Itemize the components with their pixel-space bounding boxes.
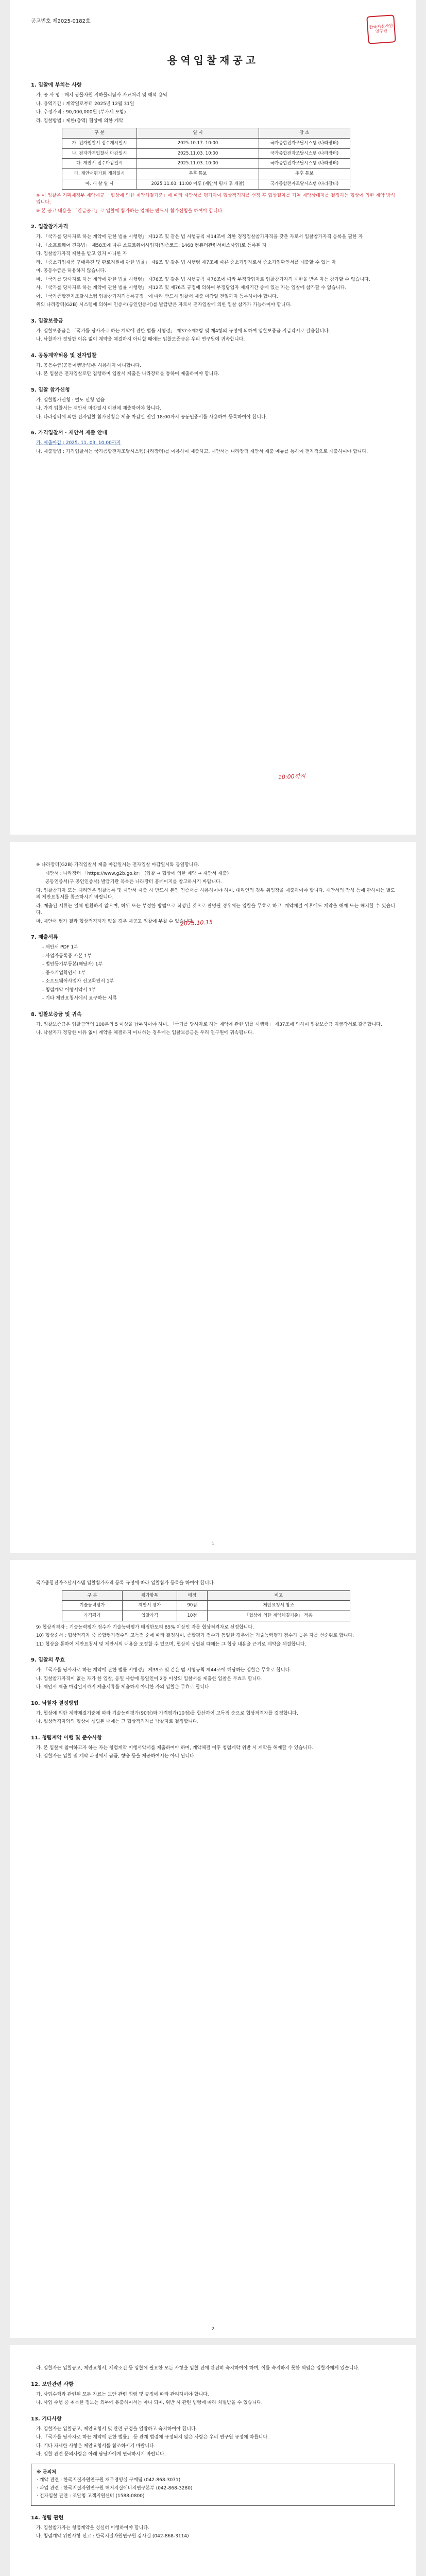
table-header: 평가항목	[123, 1590, 177, 1601]
list-item: 라. 입찰방법 : 제한(총액) 협상에 의한 계약	[36, 118, 124, 124]
contact-line: · 계약 관련 : 한국지질자원연구원 재무경영실 구매팀 (042-868-3071)	[37, 2478, 181, 2483]
paragraph: 라. 제출된 서류는 일체 반환하지 않으며, 허위 또는 부정한 방법으로 작성된 것으로 판명될 경우에는 입찰을 무효로 하고, 계약체결 이후에도 계약을 해제 또는 해지할 수 있습니다.	[36, 903, 395, 916]
table-cell: 2025.11.03. 10:00	[137, 148, 259, 159]
section-heading: 2. 입찰참가자격	[31, 224, 69, 230]
list-item: - 법인등기부등본(해당자) 1부	[42, 962, 103, 967]
list-item: 가. 사업수행과 관련된 모든 자료는 보안 관련 법령 및 규정에 따라 관리하여야 합니다.	[36, 2392, 209, 2397]
publication-number	[31, 18, 91, 43]
table-cell: 국가종합전자조달시스템 (나라장터)	[259, 159, 350, 169]
handwritten-annotation: 2025.10.15	[180, 919, 213, 927]
list-item: 10) 협상순서 : 협상적격자 중 종합평가점수의 고득점 순에 따라 결정하며, 종합평가 점수가 동일한 경우에는 기술능력평가 점수가 높은 자를 선순위로 합니다.	[36, 1633, 354, 1639]
table-cell: 추후 통보	[259, 169, 350, 179]
list-item: 나. 청렴계약 위반사항 신고 : 한국지질자원연구원 감사실 (042-868-3114)	[36, 2534, 189, 2539]
section-heading: 13. 기타사항	[31, 2416, 62, 2422]
list-item: 가. 본 입찰에 참여하고자 하는 자는 청렴계약 이행서약서를 제출하여야 하며, 계약체결 이후 청렴계약 위반 시 계약을 해제할 수 있습니다.	[36, 1745, 314, 1751]
table-header: 구 분	[62, 128, 137, 139]
table-row	[62, 169, 350, 179]
list-item: 가. 입찰참가자는 청렴계약을 성실히 이행하여야 합니다.	[36, 2525, 149, 2531]
seal-text: 한국지질자원연구원	[369, 23, 394, 34]
list-item: 라. 입찰 관련 문의사항은 아래 담당자에게 연락하시기 바랍니다.	[36, 2452, 166, 2457]
list-item: - 중소기업확인서 1부	[42, 970, 86, 976]
table-cell: 가격평가	[62, 1611, 123, 1621]
official-seal-stamp	[366, 14, 396, 44]
table-cell: 라. 제안서평가회 개최일시	[62, 169, 137, 179]
list-item: 바. 「국가를 당사자로 하는 계약에 관한 법률 시행령」 제76조 및 같은 법 시행규칙 제76조에 따라 부정당업자로 입찰참가자격 제한을 받은 자는 참가할 수 없습니다.	[36, 277, 370, 282]
list-item: - 사업자등록증 사본 1부	[42, 953, 92, 959]
list-item: 다. 나라장터에 의한 전자입찰 참가신청은 제출 마감일 전일 18:00까지 공동인증서를 사용하여 등록하여야 합니다.	[36, 414, 267, 420]
list-item: 나. 낙찰자가 정당한 이유 없이 계약을 체결하지 아니할 때에는 입찰보증금은 우리 연구원에 귀속합니다.	[36, 337, 245, 342]
section-heading: 1. 입찰에 부치는 사항	[31, 82, 82, 88]
page-number: 2	[211, 2326, 215, 2332]
list-item: 11) 협상을 통하여 제안요청서 및 제안서의 내용을 조정할 수 있으며, 협상이 성립된 때에는 그 협상 내용을 근거로 계약을 체결합니다.	[36, 1641, 306, 1647]
table-cell: 마. 개 찰 일 시	[62, 179, 137, 189]
list-item: 나. 「국가를 당사자로 하는 계약에 관한 법률」 등 관계 법령에 규정되지 않은 사항은 우리 연구원 규정에 따릅니다.	[36, 2435, 269, 2440]
list-item: 나. 용역기간 : 계약일로부터 2025년 12월 31일	[36, 101, 134, 107]
table-cell: 국가종합전자조달시스템 (나라장터)	[259, 179, 350, 189]
publication-header	[31, 15, 395, 43]
table-header: 장 소	[259, 128, 350, 139]
table-cell: 2025.11.03. 10:00	[137, 159, 259, 169]
table-cell: 가. 전자입찰서 접수개시일시	[62, 138, 137, 148]
paragraph: 다. 입찰참가자 또는 대리인은 입찰등록 및 제안서 제출 시 반드시 본인 인증서를 사용하여야 하며, 대리인의 경우 위임장을 제출하여야 합니다. 제안서의 작성 등에 관하여는 별도의 제안요청서를 참조하시기 바랍니다.	[36, 888, 395, 900]
publication-label: 공고번호	[31, 19, 51, 24]
list-item: - 기타 제안요청서에서 요구하는 서류	[42, 996, 117, 1001]
evaluation-table	[62, 1590, 350, 1621]
table-header: 배점	[177, 1590, 207, 1601]
table-header: 구 분	[62, 1590, 123, 1601]
list-item: 가. 입찰참가신청 : 별도 신청 없음	[36, 397, 105, 403]
list-item: 가. 공동수급(공동이행방식)은 허용하지 아니합니다.	[36, 363, 141, 368]
document-page-4	[10, 2345, 416, 2576]
table-cell: 2025.11.03. 11:00 이후 (제안서 평가 후 개찰)	[137, 179, 259, 189]
list-item: 나. 「소프트웨어 진흥법」 제58조에 따른 소프트웨어사업자(업종코드: 1468 컴퓨터관련서비스사업)로 등록된 자	[36, 243, 267, 248]
table-cell: 나. 전자가격입찰서 마감일시	[62, 148, 137, 159]
list-item: 가. 입찰보증금은 입찰금액의 100분의 5 이상을 납부하여야 하며, 「국가를 당사자로 하는 계약에 관한 법률 시행령」 제37조에 의하여 입찰보증금 지급각서로 갈음합니다.	[36, 1022, 382, 1027]
list-item: 나. 제출방법 : 가격입찰서는 국가종합전자조달시스템(나라장터)를 이용하여 제출하고, 제안서는 나라장터 제안서 제출 메뉴를 통하여 전자적으로 제출하여야 합니다.	[36, 449, 368, 454]
section-heading: 11. 청렴계약 이행 및 준수사항	[31, 1735, 102, 1741]
list-item: 9) 협상적격자 : 기술능력평가 점수가 기술능력평가 배점한도의 85% 이상인 자를 협상적격자로 선정합니다.	[36, 1624, 254, 1630]
contact-box-title: ※ 문의처	[37, 2469, 56, 2475]
table-cell: 국가종합전자조달시스템 (나라장터)	[259, 148, 350, 159]
list-item: 아. 「국가종합전자조달시스템 입찰참가자격등록규정」에 따라 반드시 입찰서 제출 마감일 전일까지 등록하여야 합니다.	[36, 294, 278, 299]
section-heading: 9. 입찰의 무효	[31, 1657, 65, 1664]
table-header: 비고	[207, 1590, 350, 1601]
document-title: 용역입찰재공고	[167, 54, 259, 66]
list-item: 라. 「중소기업제품 구매촉진 및 판로지원에 관한 법률」 제9조 및 같은 법 시행령 제7조에 따른 중소기업자로서 중소기업확인서를 제출할 수 있는 자	[36, 260, 336, 265]
table-cell: 10점	[177, 1611, 207, 1621]
list-item: · 제안서 : 나라장터 「https://www.g2b.go.kr」 (입찰 → 협상에 의한 계약 → 제안서 제출)	[42, 871, 229, 876]
table-row	[62, 159, 350, 169]
table-cell: 추후 통보	[137, 169, 259, 179]
paragraph: 국가종합전자조달시스템 입찰참가자격 등록 규정에 따라 입찰참가 등록을 하여야 합니다.	[36, 1581, 215, 1586]
list-item: 나. 사업 수행 중 취득한 정보는 외부에 유출하여서는 아니 되며, 위반 시 관련 법령에 따라 처벌받을 수 있습니다.	[36, 2400, 263, 2405]
list-item: 나. 입찰자는 입찰 및 계약 과정에서 금품, 향응 등을 제공하여서는 아니 됩니다.	[36, 1754, 196, 1759]
table-cell: 다. 제안서 접수마감일시	[62, 159, 137, 169]
list-item: 가. 「국가를 당사자로 하는 계약에 관한 법률 시행령」 제12조 및 같은 법 시행규칙 제14조에 의한 경쟁입찰참가자격을 갖춘 자로서 입찰참가자격 등록을 필한 자	[36, 234, 363, 240]
document-page-2	[10, 842, 416, 1553]
list-item: 다. 추정가격 : 90,000,000원 (부가세 포함)	[36, 110, 126, 115]
section-heading: 10. 낙찰자 결정방법	[31, 1700, 79, 1706]
table-row	[62, 179, 350, 189]
section-heading: 5. 입찰 참가신청	[31, 387, 70, 393]
list-item: 가. 「국가를 당사자로 하는 계약에 관한 법률 시행령」 제39조 및 같은 법 시행규칙 제44조에 해당하는 입찰은 무효로 합니다.	[36, 1668, 292, 1673]
table-row	[62, 138, 350, 148]
page-number: 1	[211, 1541, 215, 1547]
table-row	[62, 148, 350, 159]
list-item: 나. 가격 입찰서는 제안서 마감일시 이전에 제출하여야 합니다.	[36, 406, 162, 411]
table-cell: 제안요청서 참조	[207, 1601, 350, 1611]
table-header: 일 시	[137, 128, 259, 139]
list-item: 다. 입찰참가자격 제한을 받고 있지 아니한 자	[36, 251, 127, 257]
section-heading: 14. 청렴 관련	[31, 2515, 64, 2521]
list-item: - 청렴계약 이행서약서 1부	[42, 987, 96, 993]
list-item: - 제안서 PDF 1부	[42, 945, 78, 950]
contact-info-box	[31, 2464, 395, 2506]
notice-text: ※ 이 입찰은 기획재정부 계약예규 「협상에 의한 계약체결기준」에 따라 제안서를 평가하여 협상적격자를 선정 후 협상절차를 거쳐 계약상대자를 결정하는 협상에 의한 계약 방식입니다.	[36, 193, 396, 205]
table-cell: 국가종합전자조달시스템 (나라장터)	[259, 138, 350, 148]
table-cell: 기술능력평가	[62, 1601, 123, 1611]
table-cell: 2025.10.17. 10:00	[137, 138, 259, 148]
document-page-3	[10, 1560, 416, 2338]
list-item: 나. 입찰참가자격이 없는 자가 한 입찰, 동일 사항에 동일인이 2통 이상의 입찰서를 제출한 입찰은 무효로 합니다.	[36, 1676, 263, 1682]
list-item: 나. 낙찰자가 정당한 이유 없이 계약을 체결하지 아니하는 경우에는 입찰보증금은 우리 연구원에 귀속됩니다.	[36, 1030, 254, 1036]
table-cell: 입찰가격	[123, 1611, 177, 1621]
list-item: 다. 제안서 제출 마감일시까지 제출서류를 제출하지 아니한 자의 입찰은 무효로 합니다.	[36, 1685, 211, 1690]
section-heading: 3. 입찰보증금	[31, 318, 63, 324]
list-item: 가. 제출마감 : 2025. 11. 03. 10:00까지	[36, 440, 121, 446]
list-item: · 공동인증서(구 공인인증서) 발급기관 목록은 나라장터 홈페이지를 참고하시기 바랍니다.	[42, 879, 222, 885]
list-item: 가. 입찰보증금은 「국가를 당사자로 하는 계약에 관한 법률 시행령」 제37조제2항 및 제4항의 규정에 의하여 입찰보증금 지급각서로 갈음합니다.	[36, 328, 330, 334]
list-item: 나. 본 입찰은 전자입찰로만 집행하며 입찰서 제출은 나라장터를 통하여 제출하여야 합니다.	[36, 371, 220, 377]
paragraph: 마. 제안서 평가 결과 협상적격자가 없을 경우 재공고 입찰에 부칠 수 있습니다.	[36, 919, 194, 924]
table-row	[62, 1601, 350, 1611]
table-cell: 제안서 평가	[123, 1601, 177, 1611]
section-heading: 7. 제출서류	[31, 935, 58, 940]
table-cell: 90점	[177, 1601, 207, 1611]
section-heading: 12. 보안관련 사항	[31, 2381, 74, 2387]
handwritten-annotation: 10:00까지	[278, 772, 306, 781]
list-item: - 소프트웨어사업자 신고확인서 1부	[42, 979, 114, 984]
list-item: ※ 나라장터(G2B) 가격입찰서 제출 마감일시는 전자입찰 마감일시와 동일합니다.	[36, 862, 200, 868]
section-heading: 8. 입찰보증금 및 귀속	[31, 1011, 82, 1018]
section-heading: 6. 가격입찰서 · 제안서 제출 안내	[31, 430, 107, 436]
list-item: 마. 공동수급은 허용하지 않습니다.	[36, 268, 107, 274]
list-item: 가. 입찰자는 입찰공고, 제안요청서 및 관련 규정을 열람하고 숙지하여야 합니다.	[36, 2426, 197, 2432]
paragraph: 라. 입찰자는 입찰공고, 제안요청서, 계약조건 등 입찰에 필요한 모든 사항을 입찰 전에 완전히 숙지하여야 하며, 이를 숙지하지 못한 책임은 입찰자에게 있습니다.	[36, 2366, 360, 2371]
list-item: 나. 협상적격자와의 협상이 성립된 때에는 그 협상적격자를 낙찰자로 결정합니다.	[36, 1719, 199, 1725]
paragraph: 위의 나라장터(G2B) 시스템에 의하여 인증서(공인인증서)를 발급받은 자로서 전자입찰에 의한 입찰 참가가 가능하여야 합니다.	[36, 302, 292, 308]
list-item: 가. 공 사 명 : 해저 광물자원 지하물리탐사 자료처리 및 해석 용역	[36, 93, 167, 98]
table-row	[62, 1611, 350, 1621]
publication-number-value: 제2025-0182호	[52, 19, 91, 24]
section-heading: 4. 공동계약허용 및 전자입찰	[31, 352, 97, 359]
contact-line: · 과업 관련 : 한국지질자원연구원 해저지질에너지연구본부 (042-868-3280)	[37, 2485, 193, 2491]
list-item: 가. 협상에 의한 계약체결기준에 따라 기술능력평가(90점)와 가격평가(10점)를 합산하여 고득점 순으로 협상적격자를 결정합니다.	[36, 1710, 298, 1716]
document-page-1	[10, 0, 416, 835]
contact-line: · 전자입찰 관련 : 조달청 고객지원센터 (1588-0800)	[37, 2494, 145, 2499]
list-item: 사. 「국가를 당사자로 하는 계약에 관한 법률 시행령」 제12조 및 제76조 규정에 의하여 부정당업자 제재기간 중에 있는 자는 입찰에 참가할 수 없습니다.	[36, 285, 347, 291]
schedule-table	[62, 128, 350, 190]
list-item: 다. 기타 자세한 사항은 제안요청서를 참조하시기 바랍니다.	[36, 2443, 156, 2449]
notice-text: ※ 본 공고 내용을 「긴급공고」로 입찰에 참가하는 업체는 반드시 참가신청을 하여야 합니다.	[36, 208, 224, 214]
table-cell: 「협상에 의한 계약체결기준」 적용	[207, 1611, 350, 1621]
